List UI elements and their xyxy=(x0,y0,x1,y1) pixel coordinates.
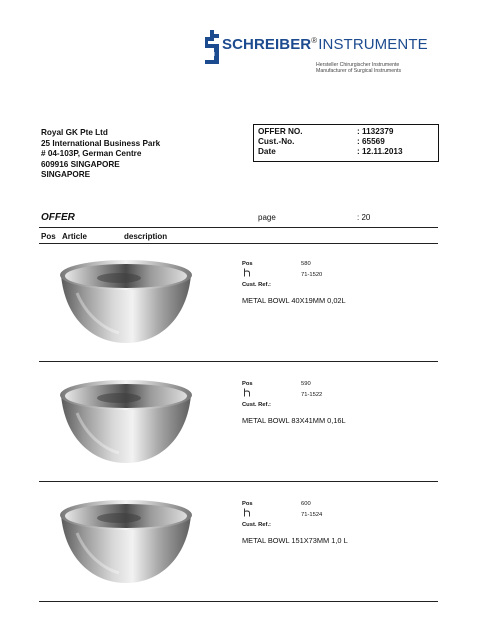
pos-label: Pos xyxy=(242,261,253,267)
offer-title: OFFER xyxy=(41,212,75,223)
offer-info-box xyxy=(253,124,439,162)
customer-number-value: : 65569 xyxy=(357,137,385,146)
pos-number: 600 xyxy=(301,501,311,507)
recipient-address xyxy=(41,128,160,181)
metal-bowl-image xyxy=(57,497,195,585)
brand-name-bold: SCHREIBER xyxy=(222,36,312,53)
cust-ref-label: Cust. Ref.: xyxy=(242,402,271,408)
pos-label: Pos xyxy=(242,381,253,387)
date-row xyxy=(258,147,403,156)
offer-item xyxy=(39,245,439,365)
pos-number: 590 xyxy=(301,381,311,387)
customer-number-label: Cust.-No. xyxy=(258,137,295,146)
offer-number-label: OFFER NO. xyxy=(258,127,303,136)
article-marker-icon xyxy=(243,508,251,517)
article-marker-icon xyxy=(243,388,251,397)
metal-bowl-image xyxy=(57,377,195,465)
brand-subtitle-de: Hersteller Chirurgischer Instrumente xyxy=(316,62,400,68)
page-label: page xyxy=(258,213,276,222)
address-line: 609916 SINGAPORE xyxy=(41,159,120,169)
offer-item xyxy=(39,485,439,605)
item-description: METAL BOWL 83X41MM 0,16L xyxy=(242,416,346,425)
article-marker-icon xyxy=(243,268,251,277)
page-number: : 20 xyxy=(357,213,371,222)
brand-name-light: INSTRUMENTE xyxy=(318,36,428,53)
cust-ref-label: Cust. Ref.: xyxy=(242,522,271,528)
registered-mark: ® xyxy=(311,36,318,45)
offer-item xyxy=(39,365,439,485)
column-header-article: Article xyxy=(62,232,87,241)
column-header-pos: Pos xyxy=(41,232,56,241)
brand-name xyxy=(222,36,428,53)
item-divider xyxy=(39,601,438,602)
article-number: 71-1520 xyxy=(301,272,323,278)
article-number: 71-1522 xyxy=(301,392,323,398)
pos-label: Pos xyxy=(242,501,253,507)
schreiber-logo-mark xyxy=(204,29,220,65)
item-description: METAL BOWL 151X73MM 1,0 L xyxy=(242,536,348,545)
column-header-divider xyxy=(39,243,438,244)
address-line: # 04-103P, German Centre xyxy=(41,149,142,158)
offer-number-row xyxy=(258,127,394,136)
item-divider xyxy=(39,481,438,482)
address-line: Royal GK Pte Ltd xyxy=(41,128,108,137)
cust-ref-label: Cust. Ref.: xyxy=(242,282,271,288)
date-value: : 12.11.2013 xyxy=(357,147,403,156)
customer-number-row xyxy=(258,137,385,146)
address-line: 25 International Business Park xyxy=(41,138,161,148)
brand-subtitle-en: Manufacturer of Surgical Instruments xyxy=(316,68,402,74)
date-label: Date xyxy=(258,147,276,156)
item-description: METAL BOWL 40X19MM 0,02L xyxy=(242,296,346,305)
column-header-description: description xyxy=(124,232,168,241)
address-line: SINGAPORE xyxy=(41,170,91,179)
pos-number: 580 xyxy=(301,261,311,267)
article-number: 71-1524 xyxy=(301,512,323,518)
header-divider xyxy=(39,227,438,228)
offer-number-value: : 1132379 xyxy=(357,127,394,136)
metal-bowl-image xyxy=(57,257,195,345)
item-divider xyxy=(39,361,438,362)
